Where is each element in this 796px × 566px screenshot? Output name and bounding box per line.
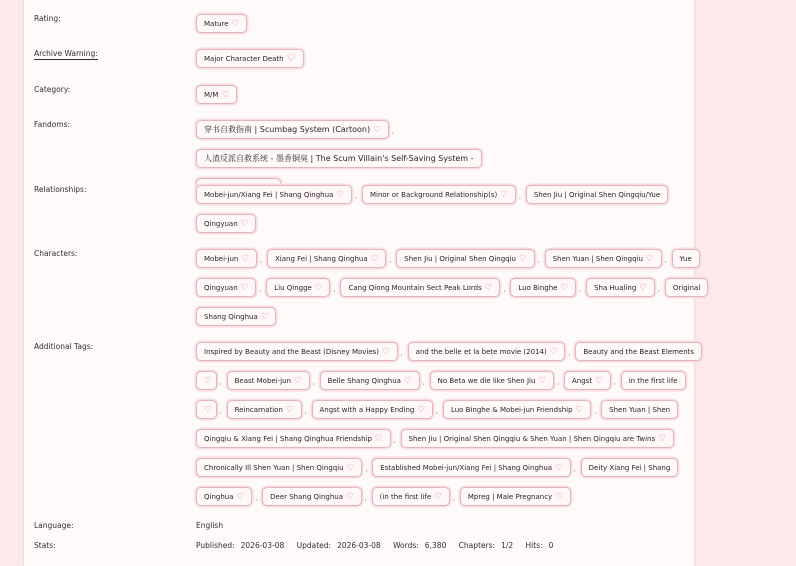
separator: , [537, 256, 540, 264]
separator: , [255, 494, 258, 502]
heart-icon: ♡ [240, 282, 249, 293]
tag-text: Minor or Background Relationship(s) [369, 190, 498, 199]
separator: , [503, 285, 506, 293]
character-line [196, 278, 796, 307]
tag-link[interactable] [372, 487, 450, 506]
heart-icon: ♡ [285, 404, 294, 415]
stat-label: Published: [196, 541, 235, 550]
tag-link[interactable] [665, 278, 708, 297]
tag-text: Mobei-jun/Xiang Fei | Shang Qinghua [204, 190, 334, 199]
heart-icon: ♡ [549, 346, 558, 357]
warning-label[interactable]: Archive Warning: [34, 49, 98, 58]
tag-link[interactable] [196, 85, 237, 104]
heart-icon: ♡ [260, 311, 269, 322]
stats-label: Stats: [34, 541, 56, 550]
heart-icon: ♡ [555, 462, 563, 473]
tag-link[interactable] [196, 249, 257, 268]
separator: , [568, 349, 571, 357]
heart-icon: ♡ [639, 282, 647, 293]
tag-link[interactable] [545, 249, 662, 268]
tag-link[interactable] [362, 185, 516, 204]
tag-link[interactable] [312, 400, 433, 419]
stat-label: Hits: [525, 541, 543, 550]
category-tags [196, 85, 674, 114]
tag-line [196, 487, 652, 516]
stat-value: 2026-03-08 [240, 541, 285, 550]
stat-value: 6,380 [424, 541, 447, 550]
heart-icon: ♡ [346, 491, 354, 502]
tag-text: Original [672, 283, 701, 292]
language-value: English [196, 521, 224, 530]
separator: , [393, 436, 396, 444]
stats-values [196, 541, 563, 550]
additional-tags-label: Additional Tags: [34, 342, 94, 351]
separator: , [579, 285, 582, 293]
tag-link[interactable] [401, 429, 674, 448]
character-line [196, 249, 796, 278]
tag-link[interactable] [196, 14, 247, 33]
tag-text: Liu Qingge [274, 283, 312, 292]
heart-icon: ♡ [560, 282, 569, 293]
tag-link[interactable] [196, 149, 482, 168]
tag-text: Luo Binghe [518, 283, 558, 292]
tag-link[interactable] [196, 400, 217, 419]
heart-icon: ♡ [204, 375, 212, 386]
relationship-tags [196, 185, 674, 243]
separator: , [422, 378, 425, 386]
tag-line [196, 458, 796, 487]
heart-icon: ♡ [221, 89, 230, 100]
tag-link[interactable] [575, 342, 702, 361]
tag-link[interactable] [196, 185, 352, 204]
tag-text: (in the first life [379, 492, 432, 501]
separator: , [452, 494, 456, 502]
tag-text: M/M [204, 90, 219, 99]
separator: , [389, 256, 392, 264]
tag-text: Deer Shang Qinghua [270, 492, 344, 501]
tag-link[interactable] [510, 278, 576, 297]
tag-link[interactable] [227, 371, 310, 390]
category-label: Category: [34, 85, 71, 94]
separator: , [364, 494, 367, 502]
tag-text: Shen Jiu | Original Shen Qingqiu & Shen Yuan | Shen Qingqiu are Twins [408, 434, 656, 443]
tag-text: 穿书自救指南 | Scumbag System (Cartoon) [204, 125, 371, 134]
heart-icon: ♡ [314, 282, 323, 293]
tag-text: Qingyuan [204, 283, 238, 292]
heart-icon: ♡ [204, 404, 212, 415]
separator: , [354, 192, 358, 200]
heart-icon: ♡ [370, 253, 379, 264]
heart-icon: ♡ [241, 253, 249, 264]
stat-value: 2026-03-08 [337, 541, 381, 550]
tag-text: Sha Hualing [594, 283, 637, 292]
tag-text: Shen Yuan | Shen Qingqiu [552, 254, 643, 263]
character-line [196, 307, 666, 336]
tag-link[interactable] [196, 487, 252, 506]
tag-link[interactable] [196, 342, 398, 361]
tag-link[interactable] [227, 400, 302, 419]
separator: , [435, 407, 439, 415]
stat-label: Chapters: [458, 541, 496, 550]
separator: , [259, 285, 262, 293]
tag-link[interactable] [196, 371, 217, 390]
tag-text: Xiang Fei | Shang Qinghua [275, 254, 368, 263]
heart-icon: ♡ [403, 375, 412, 386]
rating-label: Rating: [34, 14, 61, 23]
tag-text: Major Character Death [204, 54, 284, 63]
heart-icon: ♡ [595, 375, 603, 386]
tag-line [196, 400, 796, 429]
heart-icon: ♡ [382, 346, 390, 357]
heart-icon: ♡ [645, 253, 654, 264]
heart-icon: ♡ [236, 491, 245, 502]
heart-icon: ♡ [538, 375, 547, 386]
tag-link[interactable] [601, 400, 678, 419]
tag-link[interactable] [460, 487, 571, 506]
tag-text: Qingyuan [204, 219, 238, 228]
tag-text: Beast Mobei-jun [234, 376, 292, 385]
character-tags [196, 249, 701, 336]
separator: , [304, 407, 307, 415]
heart-icon: ♡ [373, 124, 381, 135]
stat-hits [526, 541, 554, 550]
relationships-label: Relationships: [34, 185, 87, 194]
separator: , [312, 378, 315, 386]
tag-link[interactable] [443, 400, 591, 419]
additional-tags [196, 342, 695, 516]
tag-text: Shen Jiu | Original Shen Qingqiu/Yue [533, 190, 661, 199]
heart-icon: ♡ [484, 282, 493, 293]
tag-text: Angst [572, 376, 593, 385]
tag-text: Shang Qinghua [204, 312, 258, 321]
separator: , [219, 407, 222, 415]
tag-text: Reincarnation [234, 405, 283, 414]
stat-value: 1/2 [501, 541, 514, 550]
characters-label: Characters: [34, 249, 78, 258]
heart-icon: ♡ [374, 433, 383, 444]
tag-text: No Beta we die like Shen Jiu [437, 376, 536, 385]
tag-text: Mature [204, 19, 229, 28]
tag-link[interactable] [196, 429, 391, 448]
tag-text: Angst with a Happy Ending [319, 405, 415, 414]
separator: , [594, 407, 597, 415]
tag-text: Beauty and the Beast Elements [583, 347, 695, 356]
tag-text: and the belle et la bete movie (2014) [415, 347, 547, 356]
tag-link[interactable] [340, 278, 500, 297]
tag-line [196, 429, 796, 458]
tag-link[interactable] [266, 278, 330, 297]
heart-icon: ♡ [417, 404, 425, 415]
tag-link[interactable] [430, 371, 554, 390]
stat-updated [297, 541, 381, 550]
tag-link[interactable] [526, 185, 668, 204]
tag-text: Shen Yuan | Shen [609, 405, 671, 414]
tag-text: Established Mobei-jun/Xiang Fei | Shang Qinghua [380, 463, 553, 472]
separator: , [219, 378, 222, 386]
separator: , [391, 127, 394, 135]
heart-icon: ♡ [658, 433, 666, 444]
separator: , [260, 256, 263, 264]
heart-icon: ♡ [555, 491, 563, 502]
tag-link[interactable] [196, 307, 276, 326]
tag-link[interactable] [564, 371, 611, 390]
tag-link[interactable] [672, 249, 700, 268]
tag-text: Luo Binghe & Mobei-jun Friendship [450, 405, 573, 414]
tag-text: in the first life [628, 376, 678, 385]
tag-text: Qinghua [204, 492, 234, 501]
tag-link[interactable] [267, 249, 386, 268]
tag-text: Belle Shang Qinghua [327, 376, 401, 385]
tag-link[interactable] [586, 278, 655, 297]
heart-icon: ♡ [294, 375, 302, 386]
separator: , [664, 256, 667, 264]
stat-chapters [459, 541, 514, 550]
tag-text: 人渣反派自救系统 - 墨香铜臭 | The Scum Villain's Self-Saving System - [204, 154, 474, 163]
heart-icon: ♡ [286, 53, 296, 64]
separator: , [333, 285, 336, 293]
tag-line [196, 342, 796, 371]
stat-words [393, 541, 446, 550]
heart-icon: ♡ [346, 462, 355, 473]
tag-text: Deity Xiang Fei | Shang [588, 463, 671, 472]
tag-link[interactable] [196, 49, 304, 68]
separator: , [557, 378, 560, 386]
fandoms-label: Fandoms: [34, 120, 71, 129]
tag-link[interactable] [621, 371, 686, 390]
tag-text: Mobei-jun [204, 254, 239, 263]
tag-text: Qingqiu & Xiang Fei | Shang Qinghua Friendship [204, 434, 372, 443]
tag-link[interactable] [581, 458, 679, 477]
separator: , [400, 349, 403, 357]
rating-tags [196, 14, 674, 43]
tag-link[interactable] [196, 458, 362, 477]
tag-text: Cang Qiong Mountain Sect Peak Lords [348, 283, 482, 292]
tag-link[interactable] [262, 487, 362, 506]
heart-icon: ♡ [575, 404, 584, 415]
stat-label: Words: [393, 541, 419, 550]
separator: , [573, 465, 576, 473]
tag-link[interactable] [196, 214, 256, 233]
heart-icon: ♡ [500, 189, 508, 200]
separator: , [518, 192, 522, 200]
tag-text: Inspired by Beauty and the Beast (Disney Movies) [204, 347, 380, 356]
heart-icon: ♡ [518, 253, 527, 264]
tag-line [196, 371, 796, 400]
heart-icon: ♡ [240, 218, 249, 229]
stat-published [196, 541, 284, 550]
tag-link[interactable] [408, 342, 566, 361]
heart-icon: ♡ [231, 18, 240, 29]
tag-link[interactable] [396, 249, 534, 268]
tag-link[interactable] [320, 371, 420, 390]
tag-link[interactable] [196, 278, 256, 297]
tag-link[interactable] [196, 120, 389, 139]
work-meta-panel [24, 0, 701, 566]
language-label: Language: [34, 521, 74, 530]
warning-tags [196, 49, 674, 78]
separator: , [613, 378, 616, 386]
tag-text: Shen Jiu | Original Shen Qingqiu [404, 254, 516, 263]
heart-icon: ♡ [336, 189, 344, 200]
tag-text: Mpreg | Male Pregnancy [467, 492, 553, 501]
tag-text: Yue [679, 254, 692, 263]
tag-link[interactable] [372, 458, 570, 477]
stat-value: 0 [548, 541, 554, 550]
separator: , [657, 285, 661, 293]
heart-icon: ♡ [434, 491, 442, 502]
separator: , [365, 465, 368, 473]
tag-text: Chronically Ill Shen Yuan | Shen Qingqiu [204, 463, 344, 472]
stat-label: Updated: [296, 541, 332, 550]
